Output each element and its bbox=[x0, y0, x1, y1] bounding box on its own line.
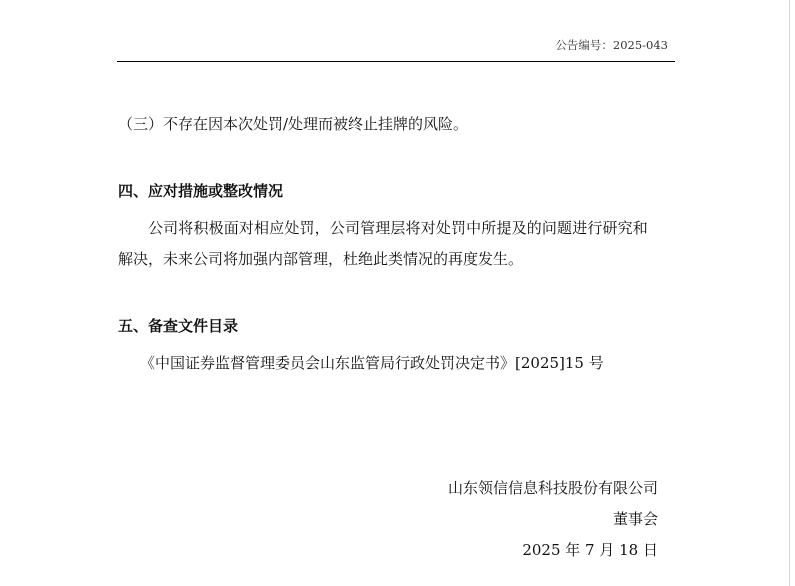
announcement-number: 公告编号：2025-043 bbox=[555, 38, 668, 52]
signature-board: 董事会 bbox=[612, 510, 658, 528]
section-5-heading: 五、备查文件目录 bbox=[118, 317, 239, 335]
section-4-heading: 四、应对措施或整改情况 bbox=[118, 182, 284, 200]
item-3-text: （三）不存在因本次处罚/处理而被终止挂牌的风险。 bbox=[118, 115, 469, 133]
section-4-paragraph-line-2: 解决，未来公司将加强内部管理，杜绝此类情况的再度发生。 bbox=[118, 250, 524, 268]
section-4-paragraph-line-1: 公司将积极面对相应处罚，公司管理层将对处罚中所提及的问题进行研究和 bbox=[148, 219, 648, 237]
header-divider bbox=[117, 61, 675, 62]
signature-date: 2025 年 7 月 18 日 bbox=[522, 541, 658, 559]
reference-document: 《中国证券监督管理委员会山东监管局行政处罚决定书》[2025]15 号 bbox=[140, 354, 604, 372]
signature-company: 山东领信信息科技股份有限公司 bbox=[447, 479, 658, 497]
